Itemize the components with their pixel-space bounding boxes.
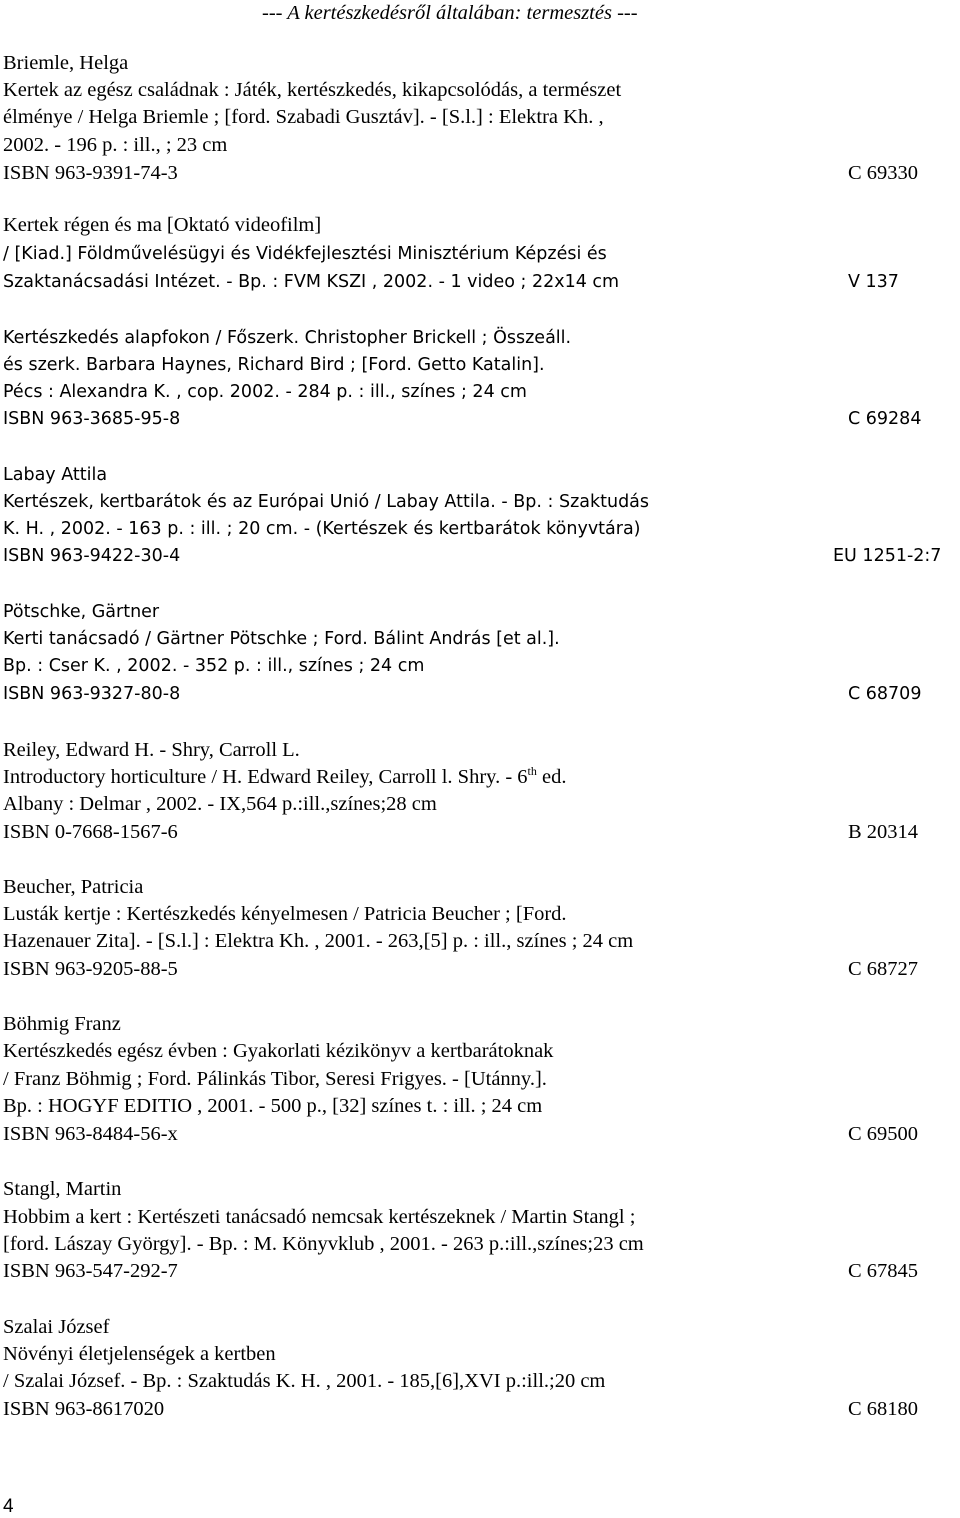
entry-line: Kertészek, kertbarátok és az Európai Unió / Labay Attila. - Bp. : Szaktudás [3,492,650,512]
entry-line: Bp. : HOGYF EDITIO , 2001. - 500 p., [32] színes t. : ill. ; 24 cm [3,1095,543,1117]
entry-line: Kertészkedés egész évben : Gyakorlati kézikönyv a kertbarátoknak [3,1040,554,1062]
entry-line: Briemle, Helga [3,52,129,74]
page-number: 4 [3,1496,14,1517]
entry-line: Hobbim a kert : Kertészeti tanácsadó nemcsak kertészeknek / Martin Stangl ; [3,1206,636,1228]
entry-line: [ford. Lászay György]. - Bp. : M. Könyvklub , 2001. - 263 p.:ill.,színes;23 cm [3,1233,644,1255]
entry-line-text: Introductory horticulture / H. Edward Reiley, Carroll l. Shry. - 6 [3,766,528,788]
shelf-code: EU 1251-2:7 [833,546,942,566]
shelf-code: C 69500 [848,1123,919,1145]
entry-line: K. H. , 2002. - 163 p. : ill. ; 20 cm. - (Kertészek és kertbarátok könyvtára) [3,519,641,539]
entry-line: Pécs : Alexandra K. , cop. 2002. - 284 p. : ill., színes ; 24 cm [3,382,527,402]
shelf-code: C 69284 [848,409,922,429]
shelf-code: V 137 [848,272,899,292]
entry-line: Bp. : Cser K. , 2002. - 352 p. : ill., színes ; 24 cm [3,656,425,676]
entry-line: Beucher, Patricia [3,876,144,898]
entry-line: élménye / Helga Briemle ; [ford. Szabadi Gusztáv]. - [S.l.] : Elektra Kh. , [3,106,604,128]
entry-line: ISBN 963-547-292-7 [3,1260,178,1282]
shelf-code: C 69330 [848,162,919,184]
entry-line: / Franz Böhmig ; Ford. Pálinkás Tibor, Seresi Frigyes. - [Utánny.]. [3,1068,547,1090]
entry-line: Hazenauer Zita]. - [S.l.] : Elektra Kh. , 2001. - 263,[5] p. : ill., színes ; 24 cm [3,930,634,952]
entry-line: Növényi életjelenségek a kertben [3,1343,276,1365]
entry-line: Labay Attila [3,465,108,485]
entry-line: Kertészkedés alapfokon / Főszerk. Christopher Brickell ; Összeáll. [3,328,572,348]
entry-line: Pötschke, Gärtner [3,602,160,622]
entry-line: / [Kiad.] Földművelésügyi és Vidékfejlesztési Minisztérium Képzési és [3,244,607,264]
shelf-code: C 67845 [848,1260,919,1282]
entry-line: ISBN 963-9205-88-5 [3,958,178,980]
entry-line: ISBN 963-9391-74-3 [3,162,178,184]
entry-line: ISBN 0-7668-1567-6 [3,821,178,843]
entry-line: ISBN 963-3685-95-8 [3,409,181,429]
entry-line [3,766,566,789]
entry-line: Albany : Delmar , 2002. - IX,564 p.:ill.,színes;28 cm [3,793,437,815]
edition-superscript: th [527,764,537,779]
shelf-code: C 68709 [848,684,922,704]
entry-line: Böhmig Franz [3,1013,121,1035]
entry-line: Stangl, Martin [3,1178,122,1200]
entry-line: ISBN 963-9422-30-4 [3,546,181,566]
entry-line: és szerk. Barbara Haynes, Richard Bird ; [Ford. Getto Katalin]. [3,355,545,375]
shelf-code: C 68180 [848,1398,919,1420]
entry-line: Szalai József [3,1316,110,1338]
entry-line-text: ed. [536,766,567,788]
entry-line: ISBN 963-8617020 [3,1398,165,1420]
entry-line: ISBN 963-8484-56-x [3,1123,178,1145]
entry-line: Kertek régen és ma [Oktató videofilm] [3,214,322,236]
entry-line: Szaktanácsadási Intézet. - Bp. : FVM KSZI , 2002. - 1 video ; 22x14 cm [3,272,620,292]
shelf-code: B 20314 [848,821,919,843]
entry-line: Reiley, Edward H. - Shry, Carroll L. [3,739,300,761]
entry-line: Lusták kertje : Kertészkedés kényelmesen / Patricia Beucher ; [Ford. [3,903,567,925]
entry-line: ISBN 963-9327-80-8 [3,684,181,704]
section-header: --- A kertészkedésről általában: termesztés --- [262,2,638,24]
entry-line: / Szalai József. - Bp. : Szaktudás K. H. , 2001. - 185,[6],XVI p.:ill.;20 cm [3,1370,606,1392]
entry-line: 2002. - 196 p. : ill., ; 23 cm [3,134,228,156]
entry-line: Kerti tanácsadó / Gärtner Pötschke ; Ford. Bálint András [et al.]. [3,629,560,649]
entry-line: Kertek az egész családnak : Játék, kertészkedés, kikapcsolódás, a természet [3,79,622,101]
shelf-code: C 68727 [848,958,919,980]
